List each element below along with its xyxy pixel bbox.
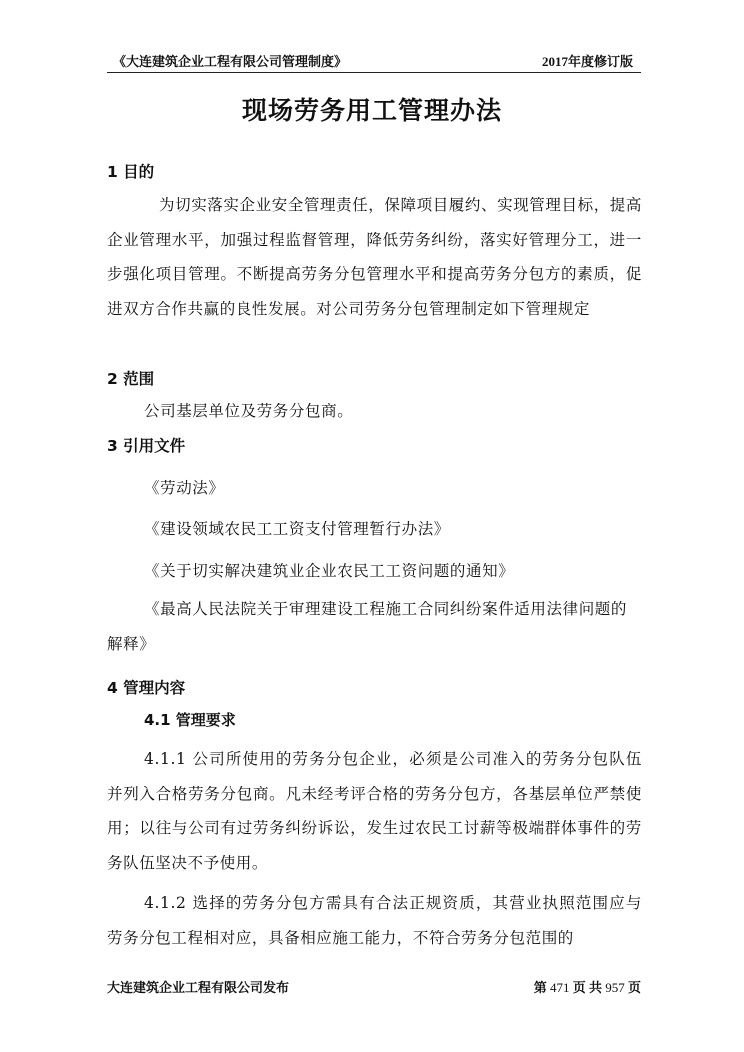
header-doc-title: 《大连建筑企业工程有限公司管理制度》 bbox=[113, 54, 348, 69]
clause-text: 4.1.1 公司所使用的劳务分包企业，必须是公司准入的劳务分包队伍并列入合格劳务分包商。凡未经考评合格的劳务分包方，各基层单位严禁使用；以往与公司有过劳务纠纷诉讼，发生过农民工讨薪等极端群体事件的劳务队伍坚决不予使用。 bbox=[107, 750, 642, 872]
clause-text: 4.1.2 选择的劳务分包方需具有合法正规资质，其营业执照范围应与劳务分包工程相对应，具备相应施工能力，不符合劳务分包范围的 bbox=[107, 894, 642, 947]
reference-item: 《最高人民法院关于审理建设工程施工合同纠纷案件适用法律问题的解释》 bbox=[107, 600, 628, 653]
purpose-paragraph bbox=[107, 188, 642, 326]
scope-text: 公司基层单位及劳务分包商。 bbox=[144, 402, 354, 420]
section-heading-references: 3 引用文件 bbox=[107, 437, 186, 455]
reference-item: 《建设领域农民工工资支付管理暂行办法》 bbox=[144, 520, 450, 538]
footer-page-number: 第 471 页 共 957 页 bbox=[533, 980, 641, 995]
reference-item-wrapped bbox=[107, 592, 642, 661]
section-heading-scope: 2 范围 bbox=[107, 370, 155, 388]
current-page: 471 bbox=[549, 980, 570, 995]
reference-item: 《关于切实解决建筑业企业农民工工资问题的通知》 bbox=[144, 562, 515, 580]
header-edition: 2017年度修订版 bbox=[541, 54, 633, 69]
clause-4-1-1 bbox=[107, 742, 642, 880]
section-heading-purpose: 1 目的 bbox=[107, 163, 155, 181]
clause-4-1-2 bbox=[107, 886, 642, 955]
subsection-heading-requirements: 4.1 管理要求 bbox=[144, 711, 236, 729]
purpose-text: 为切实落实企业安全管理责任，保障项目履约、实现管理目标，提高企业管理水平，加强过程监督管理，降低劳务纠纷，落实好管理分工，进一步强化项目管理。不断提高劳务分包管理水平和提高劳务分包方的素质，促进双方合作共赢的良性发展。对公司劳务分包管理制定如下管理规定 bbox=[107, 196, 643, 318]
section-heading-management: 4 管理内容 bbox=[107, 679, 186, 697]
reference-item: 《劳动法》 bbox=[144, 479, 225, 497]
total-pages: 957 bbox=[605, 980, 625, 995]
document-title: 现场劳务用工管理办法 bbox=[241, 96, 502, 125]
footer-publisher: 大连建筑企业工程有限公司发布 bbox=[107, 980, 290, 995]
page-header bbox=[107, 48, 641, 73]
